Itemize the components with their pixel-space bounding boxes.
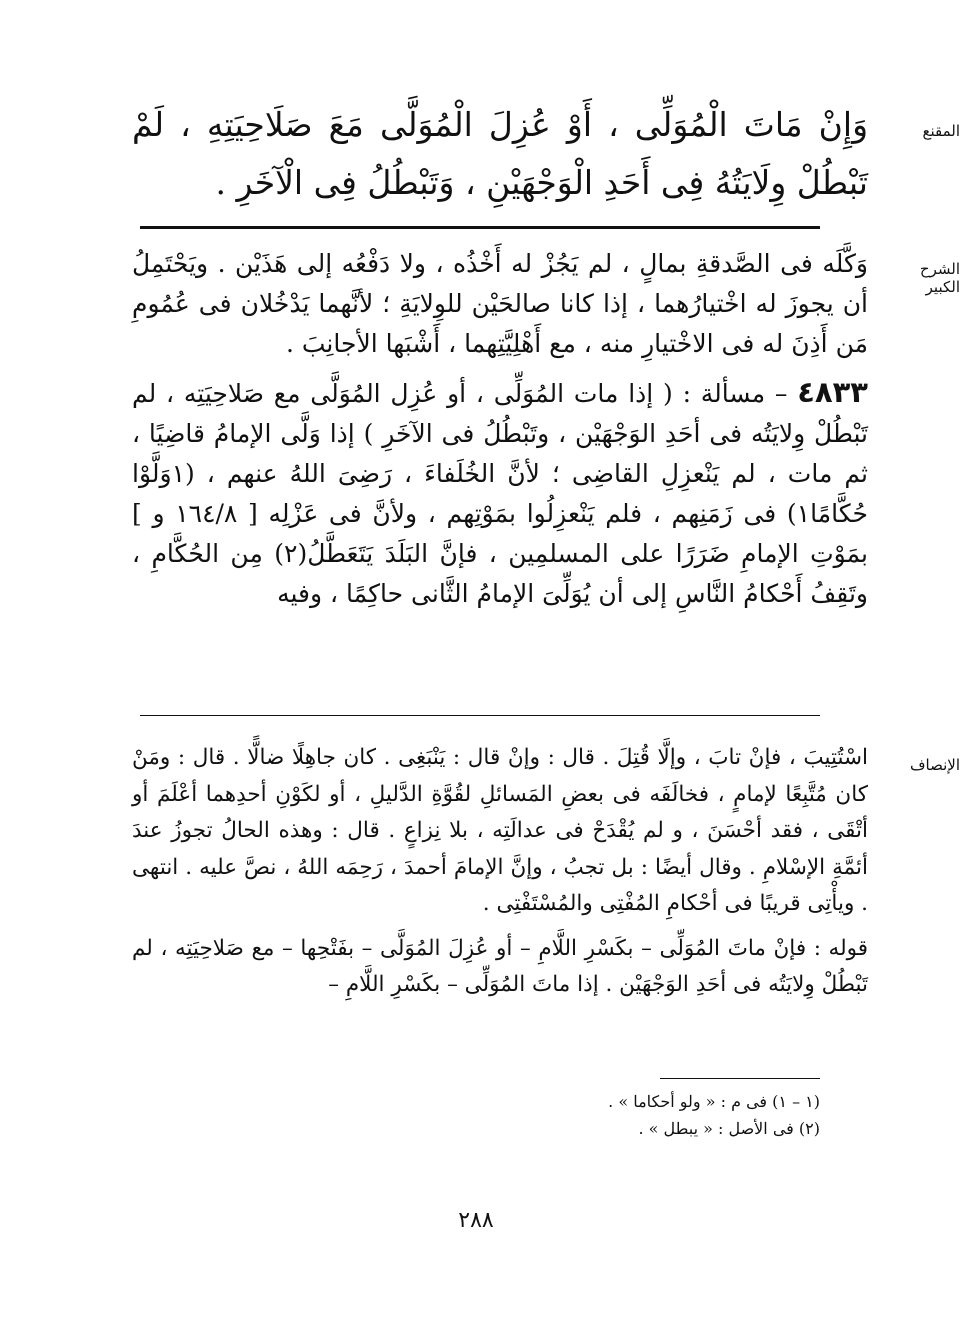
muqni-label: المقنع (922, 122, 960, 140)
sharh-label: الشرح الكبير (919, 260, 960, 296)
sharh-paragraph-1: وَكَّلَه فى الصَّدقةِ بمالٍ ، لم يَجُزْ له أَخْذُه ، ولا دَفْعُه إلى هَذَيْن . ويَحْتَمِلُ أن يجوزَ له اخْتيارُهما ، إذا كانا صالحَيْن للوِلايَةِ ؛ لأنَّهما يَدْخُلان فى عُمُومِ مَن أَذِنَ له فى الاخْتيارِ منه ، مع أَهْلِيَّتِهما ، أَشْبَها الأجانِبَ . (132, 249, 868, 358)
section-divider-thin (140, 715, 820, 716)
footnote-2: (٢) فى الأصل : « يبطل » . (638, 1119, 820, 1138)
section-divider-thick (140, 226, 820, 229)
footnotes (300, 1088, 820, 1142)
footnote-1: (١ – ١) فى م : « ولو أحكاما » . (608, 1092, 820, 1111)
sharh-text (132, 244, 868, 614)
footnote-divider (660, 1078, 820, 1079)
issue-text: – مسألة : ( إذا مات المُوَلِّى ، أو عُزِل المُوَلَّى مع صَلاحِيَتِه ، لم تَبْطُلْ وِلايَتُه فى أحَدِ الوَجْهَيْن ، وتَبْطُلُ فى الآخَرِ ) إذا وَلَّى الإمامُ قاضِيًا ، ثم مات ، لم يَنْعزِلِ القاضِى ؛ لأنَّ الخُلَفاءَ ، رَضِىَ اللهُ عنهم ، (١وَلَّوْا حُكَّامًا١) فى زَمَنِهم ، فلم يَنْعزِلُوا بمَوْتِهم ، ولأنَّ فى عَزْلِه [ ١٦٤/٨ و ] بمَوْتِ الإمامِ ضَرَرًا على المسلمِين ، فإنَّ البَلَدَ يَتَعَطَّلُ(٢) مِن الحُكَّامِ ، وتَقِفُ أَحْكامُ النَّاسِ إلى أن يُوَلِّىَ الإمامُ الثَّانى حاكِمًا ، وفيه (132, 379, 868, 608)
page-number: ٢٨٨ (458, 1208, 494, 1233)
insaf-paragraph-1: اسْتُتِيبَ ، فإنْ تابَ ، وإلَّا قُتِلَ . قال : وإنْ قال : يَنْبَغِى . كان جاهِلًا ضالًّا . قال : ومَنْ كان مُتَّبِعًا لإمامٍ ، فخالَفَه فى بعضِ المَسائلِ لقُوَّةِ الدَّليلِ ، أو لكَوْنِ أحدِهما أعْلَمَ أو أتْقَى ، فقد أحْسَنَ ، و لم يُقْدَحْ فى عدالَتِه ، بلا نِزاعٍ . قال : وهذه الحالُ تجوزُ عندَ أئمَّةِ الإسْلامِ . وقال أيضًا : بل تجبُ ، وإنَّ الإمامَ أحمدَ ، رَحِمَه اللهُ ، نصَّ عليه . انتهى . ويأْتِى قريبًا فى أحْكامِ المُفْتِى والمُسْتَفْتِى . (132, 745, 868, 916)
muqni-text (132, 96, 868, 212)
insaf-paragraph-2: قوله : فإنْ ماتَ المُوَلِّى – بكَسْرِ اللَّامِ – أو عُزِلَ المُوَلَّى – بفَتْحِها – مع صَلاحِيَتِه ، لم تَبْطُلْ وِلايَتُه فى أحَدِ الوَجْهَيْن . إذا ماتَ المُوَلِّى – بكَسْرِ اللَّامِ – (132, 935, 868, 997)
sharh-section (120, 240, 960, 705)
issue-number: ٤٨٣٣ (797, 375, 868, 409)
insaf-text (132, 740, 868, 1004)
muqni-section (120, 92, 960, 222)
sharh-issue-paragraph (132, 372, 868, 614)
muqni-paragraph: وَإِنْ مَاتَ الْمُوَلِّى ، أَوْ عُزِلَ الْمُوَلَّى مَعَ صَلَاحِيَتِهِ ، لَمْ تَبْطُلْ وِلَايَتُهُ فِى أَحَدِ الْوَجْهَيْنِ ، وَتَبْطُلُ فِى الْآخَرِ . (132, 105, 868, 202)
insaf-label: الإنصاف (909, 756, 960, 774)
insaf-section (120, 738, 960, 1068)
